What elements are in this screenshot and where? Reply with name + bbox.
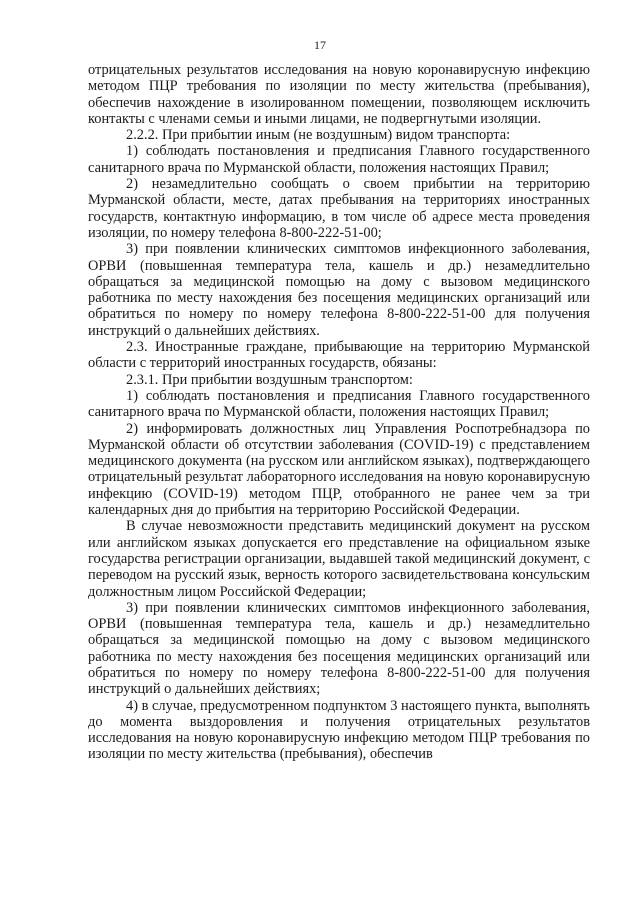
page-number: 17 <box>314 38 326 52</box>
document-body <box>88 62 590 763</box>
paragraph-2-3: 2.3. Иностранные граждане, прибывающие на территорию Мурманской области с территорий иностранных государств, обязаны: <box>88 339 590 372</box>
paragraph-item-1: 1) соблюдать постановления и предписания Главного государственного санитарного врача по Мурманской области, положения настоящих Правил; <box>88 143 590 176</box>
paragraph-item-3: 3) при появлении клинических симптомов инфекционного заболевания, ОРВИ (повышенная температура тела, кашель и др.) незамедлительно обращаться за медицинской помощью на дому с вызовом медицинского работника по месту нахождения без посещения медицинских организаций или обратиться по номеру по номеру телефона 8-800-222-51-00 для получения инструкций о дальнейших действиях; <box>88 599 590 698</box>
paragraph-translation-note: В случае невозможности представить медицинский документ на русском или английском языках допускается его представление на официальном языке государства регистрации организации, выдавшей такой медицинский документ, с переводом на русский язык, верность которого засвидетельствована консульским должностным лицом Российской Федерации; <box>88 518 590 600</box>
paragraph-2-2-2: 2.2.2. При прибытии иным (не воздушным) видом транспорта: <box>126 127 511 144</box>
paragraph-item-4: 4) в случае, предусмотренном подпунктом 3 настоящего пункта, выполнять до момента выздоровления и получения отрицательных результатов исследования на новую коронавирусную инфекцию методом ПЦР требования по изоляции по месту жительства (пребывания), обеспечив <box>88 697 590 763</box>
paragraph-item-2: 2) незамедлительно сообщать о своем прибытии на территорию Мурманской области, месте, датах пребывания на территориях иностранных государств, контактную информацию, в том числе об адресе места проведения изоляции, по номеру телефона 8-800-222-51-00; <box>88 176 590 241</box>
paragraph-item-1: 1) соблюдать постановления и предписания Главного государственного санитарного врача по Мурманской области, положения настоящих Правил; <box>88 387 590 421</box>
paragraph-continuation: отрицательных результатов исследования на новую коронавирусную инфекцию методом ПЦР требования по изоляции по месту жительства (пребывания), обеспечив нахождение в изолированном помещении, позволяющем исключить контакты с членами семьи и иными лицами, не подвергнутыми изоляции. <box>88 62 590 127</box>
paragraph-item-3: 3) при появлении клинических симптомов инфекционного заболевания, ОРВИ (повышенная температура тела, кашель и др.) незамедлительно обращаться за медицинской помощью на дому с вызовом медицинского работника по месту нахождения без посещения медицинских организаций или обратиться по номеру по номеру телефона 8-800-222-51-00 для получения инструкций о дальнейших действиях. <box>88 241 590 339</box>
paragraph-item-2: 2) информировать должностных лиц Управления Роспотребнадзора по Мурманской области об отсутствии заболевания (COVID-19) с представлением медицинского документа (на русском или английском языках), подтверждающего отрицательный результат лабораторного исследования на новую коронавирусную инфекцию (COVID-19) методом ПЦР, отобранного не ранее чем за три календарных дня до прибытия на территорию Российской Федерации. <box>88 420 590 519</box>
paragraph-2-3-1: 2.3.1. При прибытии воздушным транспортом: <box>126 371 413 388</box>
